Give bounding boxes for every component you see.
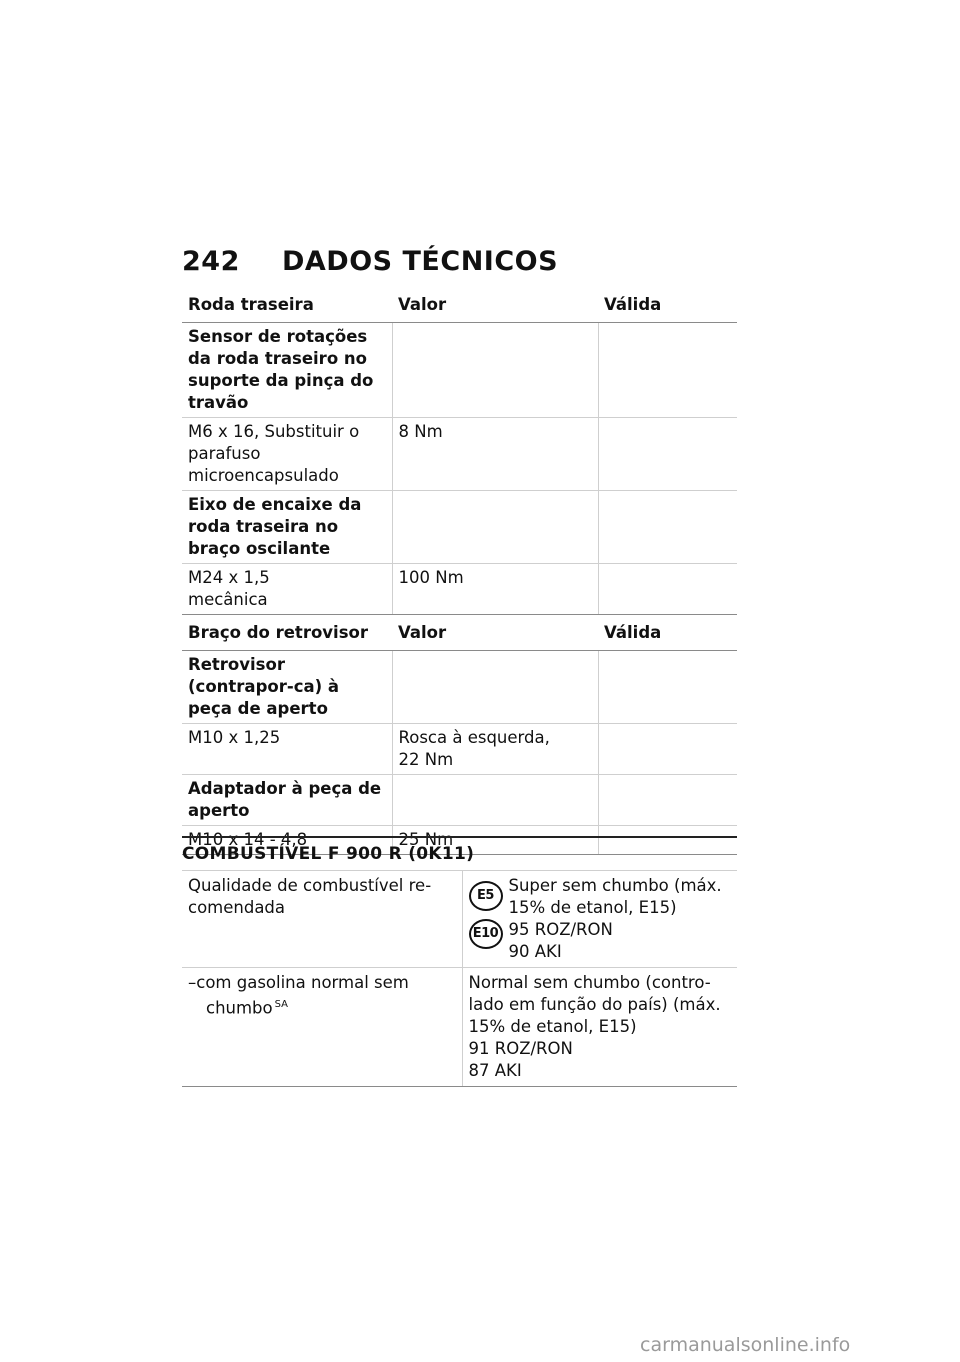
table-row bbox=[182, 323, 737, 418]
row-label: Eixo de encaixe da roda traseira no braço oscilante bbox=[182, 491, 392, 564]
table-header-row bbox=[182, 292, 737, 323]
value-line: Rosca à esquerda, bbox=[398, 728, 550, 747]
row-value bbox=[392, 775, 598, 826]
table-row bbox=[182, 871, 737, 968]
row-valid bbox=[598, 564, 737, 615]
value-line: 15% de etanol, E15) bbox=[508, 898, 677, 917]
column-header: Braço do retrovisor bbox=[182, 620, 392, 651]
watermark: carmanualsonline.info bbox=[640, 1334, 851, 1356]
row-valid bbox=[598, 491, 737, 564]
row-label: Qualidade de combustível re-comendada bbox=[182, 871, 462, 968]
row-valid bbox=[598, 323, 737, 418]
row-value: 25 Nm bbox=[392, 826, 598, 855]
row-valid bbox=[598, 418, 737, 491]
fuel-icons bbox=[469, 875, 503, 963]
row-label bbox=[182, 418, 392, 491]
value-line: 90 AKI bbox=[508, 942, 562, 961]
column-header: Roda traseira bbox=[182, 292, 392, 323]
row-value bbox=[462, 871, 737, 968]
page-number: 242 bbox=[182, 246, 240, 277]
sa-superscript: SA bbox=[274, 999, 289, 1010]
value-line: 87 AKI bbox=[468, 1061, 522, 1080]
row-value bbox=[462, 968, 737, 1087]
row-label: M10 x 14 - 4,8 bbox=[182, 826, 392, 855]
table-row bbox=[182, 418, 737, 491]
table-header-row bbox=[182, 620, 737, 651]
row-valid bbox=[598, 724, 737, 775]
value-line: Normal sem chumbo (contro- bbox=[468, 973, 711, 992]
row-valid bbox=[598, 775, 737, 826]
page-header bbox=[182, 246, 558, 277]
row-valid bbox=[598, 651, 737, 724]
row-label: Sensor de rotações da roda traseiro no suporte da pinça do travão bbox=[182, 323, 392, 418]
column-header: Válida bbox=[598, 620, 737, 651]
row-label: Retrovisor (contrapor-ca) à peça de aperto bbox=[182, 651, 392, 724]
row-value bbox=[392, 491, 598, 564]
value-line: 95 ROZ/RON bbox=[508, 920, 613, 939]
table-row bbox=[182, 651, 737, 724]
row-label: Adaptador à peça de aperto bbox=[182, 775, 392, 826]
value-line: Super sem chumbo (máx. bbox=[508, 876, 722, 895]
row-value bbox=[392, 651, 598, 724]
table-row bbox=[182, 491, 737, 564]
rear-wheel-table bbox=[182, 292, 737, 615]
label-text: –com gasolina normal sem chumbo bbox=[188, 973, 409, 1018]
table-row bbox=[182, 775, 737, 826]
row-value: 100 Nm bbox=[392, 564, 598, 615]
page-title: DADOS TÉCNICOS bbox=[282, 246, 559, 277]
fuel-e10-icon: E10 bbox=[469, 919, 503, 949]
label-line: M24 x 1,5 bbox=[188, 568, 270, 587]
value-line: 91 ROZ/RON bbox=[468, 1039, 573, 1058]
fuel-section-title: COMBUSTÍVEL F 900 R (0K11) bbox=[182, 836, 737, 864]
table-row bbox=[182, 724, 737, 775]
label-line: mecânica bbox=[188, 590, 268, 609]
column-header: Valor bbox=[392, 620, 598, 651]
row-value bbox=[392, 323, 598, 418]
table-row bbox=[182, 564, 737, 615]
row-label: M10 x 1,25 bbox=[182, 724, 392, 775]
column-header: Válida bbox=[598, 292, 737, 323]
table-row bbox=[182, 968, 737, 1087]
mirror-arm-table bbox=[182, 620, 737, 855]
label-line: microencapsulado bbox=[188, 466, 339, 485]
row-label bbox=[182, 564, 392, 615]
row-value: 8 Nm bbox=[392, 418, 598, 491]
row-label bbox=[182, 968, 462, 1087]
label-line: parafuso bbox=[188, 444, 261, 463]
fuel-e5-icon: E5 bbox=[469, 881, 503, 911]
label-line: M6 x 16, Substituir o bbox=[188, 422, 360, 441]
column-header: Valor bbox=[392, 292, 598, 323]
row-value bbox=[392, 724, 598, 775]
value-line: 15% de etanol, E15) bbox=[468, 1017, 637, 1036]
value-line: 22 Nm bbox=[398, 750, 454, 769]
fuel-table bbox=[182, 870, 737, 1087]
fuel-value-text bbox=[509, 875, 722, 963]
value-line: lado em função do país) (máx. bbox=[468, 995, 721, 1014]
